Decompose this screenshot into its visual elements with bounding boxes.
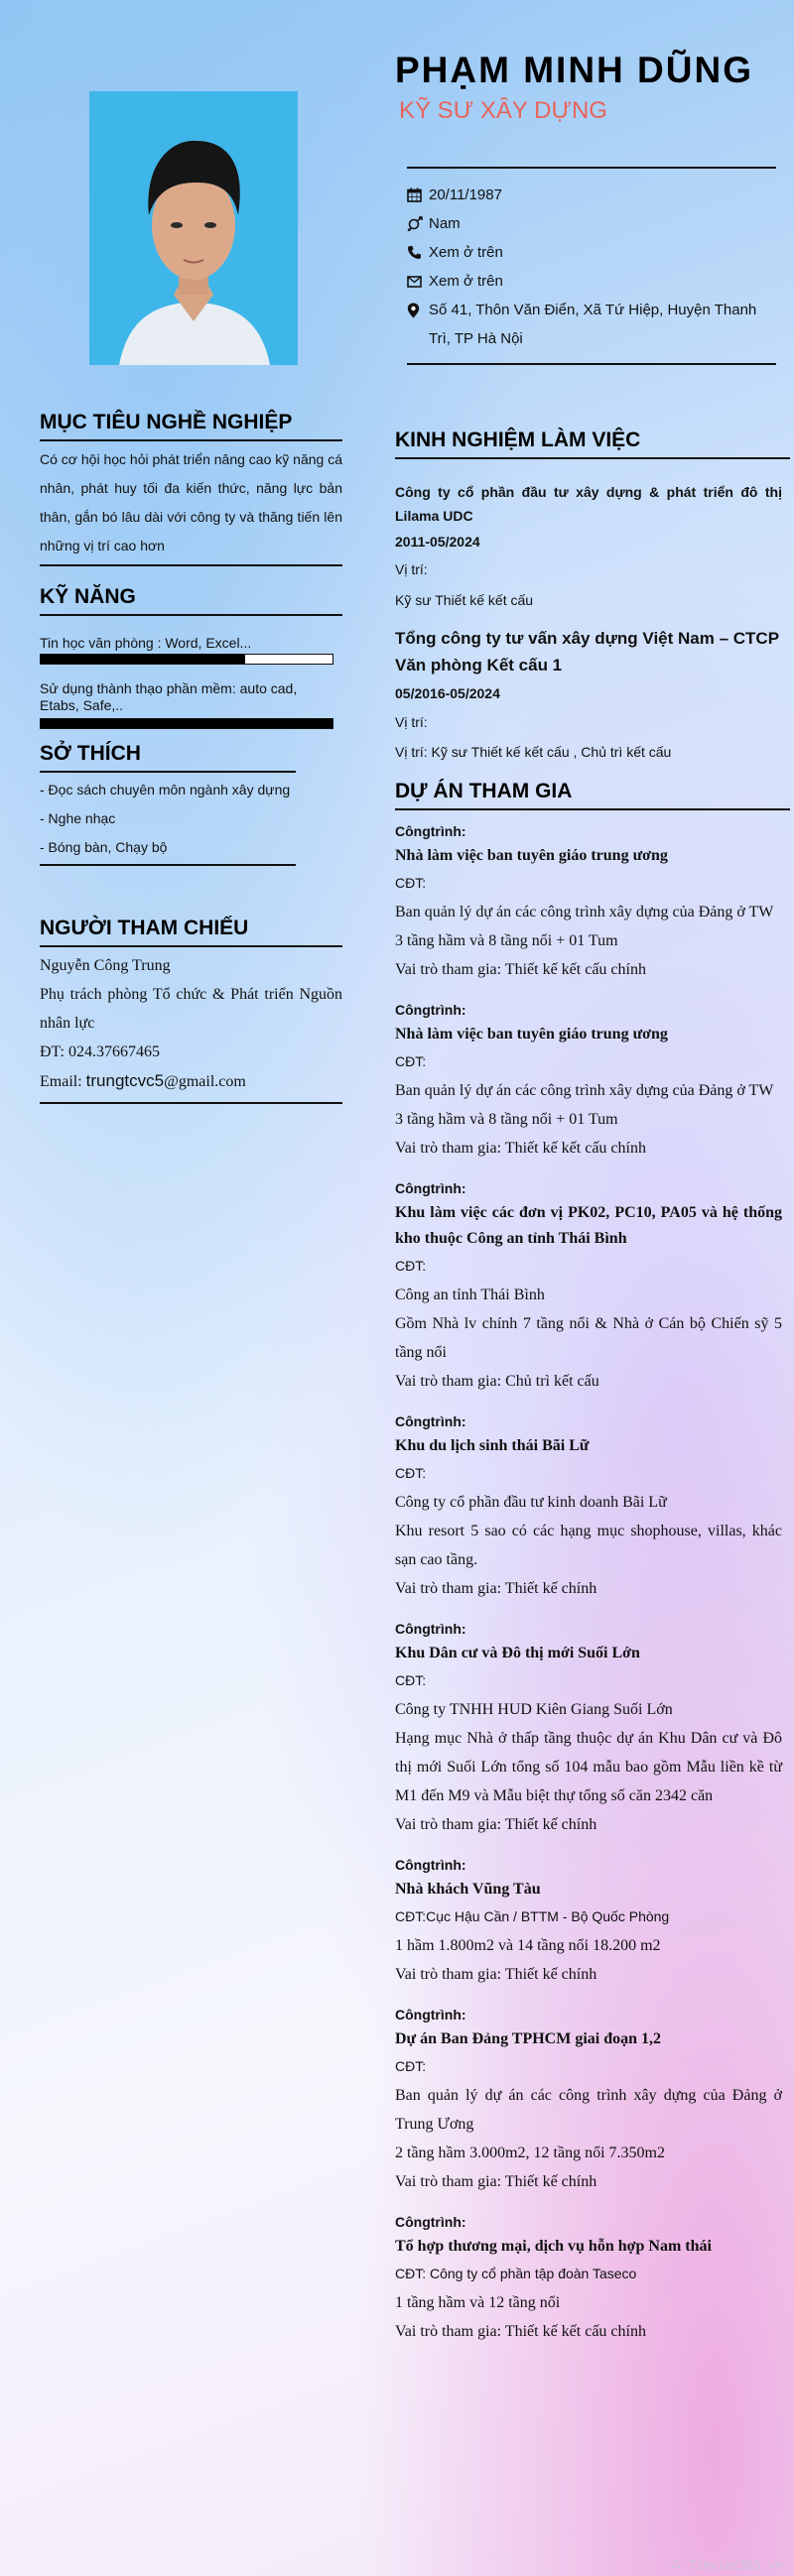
reference-position: Phụ trách phòng Tổ chức & Phát triển Nguồn nhân lực [40,986,342,1032]
project-label: Côngtrình: [395,1413,466,1429]
project-label: Côngtrình: [395,823,466,839]
project-name: Dự án Ban Đảng TPHCM giai đoạn 1,2 [395,2030,662,2047]
experience-section [395,429,790,459]
project-item [395,1176,782,1396]
profile-photo [89,91,298,365]
project-item [395,1410,782,1603]
experience-role-label: Vị trí: [395,561,428,577]
calendar-icon [407,181,429,209]
project-detail: Vai trò tham gia: Thiết kế chính [395,1816,597,1833]
skill-name: Tin học văn phòng : Word, Excel... [40,635,252,651]
project-detail: 1 tầng hầm và 12 tầng nổi [395,2294,561,2311]
project-label: Côngtrình: [395,1180,466,1196]
project-item [395,1617,782,1839]
project-detail: CĐT: [395,1053,427,1069]
phone-icon [407,238,429,267]
project-detail: CĐT: [395,1672,427,1688]
skill-name: Sử dụng thành thạo phần mềm: auto cad, Etabs, Safe,.. [40,680,298,713]
watermark: ⁂ Timviec365.vn [669,2558,782,2572]
project-item [395,998,782,1163]
experience-company: Tổng công ty tư vấn xây dựng Việt Nam – CTCP Văn phòng Kết cấu 1 [395,629,779,675]
project-label: Côngtrình: [395,2007,466,2023]
reference-name: Nguyễn Công Trung [40,957,171,974]
project-name: Nhà làm việc ban tuyên giáo trung ương [395,847,668,864]
email-row [407,267,776,296]
project-label: Côngtrình: [395,1621,466,1637]
project-name: Nhà khách Vũng Tàu [395,1881,541,1898]
project-name: Nhà làm việc ban tuyên giáo trung ương [395,1026,668,1043]
project-name: Khu Dân cư và Đô thị mới Suối Lớn [395,1645,640,1661]
hobbies-title: SỞ THÍCH [40,742,296,773]
phone-row [407,238,776,267]
project-name: Khu du lịch sinh thái Bãi Lữ [395,1437,590,1454]
reference-title: NGƯỜI THAM CHIẾU [40,917,342,947]
project-detail: Công an tỉnh Thái Bình [395,1287,545,1303]
project-detail: Vai trò tham gia: Thiết kế chính [395,1966,597,1983]
watermark-logo-icon: ⁂ [669,2558,690,2572]
skill-level-fill [41,719,332,728]
project-label: Côngtrình: [395,2214,466,2230]
reference-phone: ĐT: 024.37667465 [40,1043,160,1060]
projects-list [395,819,782,2360]
project-detail: Khu resort 5 sao có các hạng mục shophouse, villas, khác sạn cao tầng. [395,1523,782,1568]
project-detail: CĐT: [395,2058,427,2074]
project-detail: Vai trò tham gia: Thiết kế kết cấu chính [395,961,646,978]
hobbies-list [40,776,296,866]
project-detail: CĐT: [395,875,427,891]
experience-title: KINH NGHIỆM LÀM VIỆC [395,429,790,459]
reference-section [40,917,342,1104]
job-title: KỸ SƯ XÂY DỰNG [399,97,607,124]
hobby-item: - Đọc sách chuyên môn ngành xây dựng [40,782,291,797]
project-detail: 3 tầng hầm và 8 tầng nổi + 01 Tum [395,932,618,949]
reference-email: Email: trungtcvc5@gmail.com [40,1071,246,1090]
project-label: Côngtrình: [395,1857,466,1873]
project-detail: Hạng mục Nhà ở thấp tầng thuộc dự án Khu Dân cư và Đô thị mới Suối Lớn tổng số 104 mẫu bao gồm Mẫu liền kề từ M1 đến M9 và Mẫu biệt thự tổng số căn 2342 căn [395,1730,782,1804]
project-detail: Ban quản lý dự án các công trình xây dựng của Đảng ở TW [395,904,774,920]
skills-title: KỸ NĂNG [40,585,342,616]
project-detail: Công ty TNHH HUD Kiên Giang Suối Lớn [395,1701,673,1718]
email-value: Xem ở trên [429,273,503,290]
gender-value: Nam [429,215,461,232]
gender-row [407,209,776,238]
experience-list [395,480,782,768]
experience-item [395,480,782,617]
project-item [395,1853,782,1989]
candidate-name: PHẠM MINH DŨNG [395,50,753,90]
address-row [407,296,776,353]
project-detail: Vai trò tham gia: Chủ trì kết cấu [395,1373,599,1390]
project-label: Côngtrình: [395,1002,466,1018]
project-detail: Ban quản lý dự án các công trình xây dựng của Đảng ở Trung Ương [395,2087,782,2133]
gender-icon [407,209,429,238]
project-detail: Vai trò tham gia: Thiết kế kết cấu chính [395,1140,646,1157]
reference-details [40,951,342,1104]
project-detail: Công ty cổ phần đầu tư kinh doanh Bãi Lữ [395,1494,667,1511]
skills-section [40,585,342,616]
project-item [395,819,782,984]
projects-title: DỰ ÁN THAM GIA [395,780,790,810]
experience-role: Vị trí: Kỹ sư Thiết kế kết cấu , Chủ trì kết cấu [395,744,672,760]
project-item [395,2210,782,2346]
project-detail: Vai trò tham gia: Thiết kế kết cấu chính [395,2323,646,2340]
project-detail: CĐT: [395,1258,427,1274]
hobbies-section [40,742,296,773]
birthday-row [407,181,776,209]
project-detail: 2 tầng hầm 3.000m2, 12 tầng nổi 7.350m2 [395,2145,665,2161]
envelope-icon [407,267,429,296]
experience-role: Kỹ sư Thiết kế kết cấu [395,592,534,608]
skill-level-bar [40,654,333,665]
objective-text: Có cơ hội học hỏi phát triển nâng cao kỹ năng cá nhân, phát huy tối đa kiến thức, năng lực bản thân, gắn bó lâu dài với công ty và thăng tiến lên những vị trí cao hơn [40,445,342,566]
experience-period: 05/2016-05/2024 [395,685,500,701]
projects-section [395,780,790,810]
project-detail: 3 tầng hầm và 8 tầng nổi + 01 Tum [395,1111,618,1128]
project-name: Tổ hợp thương mại, dịch vụ hỗn hợp Nam thái [395,2238,712,2255]
project-detail: CĐT: [395,1465,427,1481]
project-detail: 1 hầm 1.800m2 và 14 tầng nổi 18.200 m2 [395,1937,661,1954]
objective-section [40,411,342,566]
project-detail: Vai trò tham gia: Thiết kế chính [395,1580,597,1597]
hobby-item: - Bóng bàn, Chạy bộ [40,839,168,855]
contact-info [407,167,776,365]
hobby-item: - Nghe nhạc [40,810,116,826]
phone-value: Xem ở trên [429,244,503,261]
project-detail: CĐT: Công ty cổ phần tập đoàn Taseco [395,2266,637,2281]
skill-level-fill [41,655,245,664]
experience-period: 2011-05/2024 [395,534,480,550]
map-marker-icon [407,296,429,324]
project-detail: Gồm Nhà lv chính 7 tầng nổi & Nhà ở Cán bộ Chiến sỹ 5 tầng nổi [395,1315,782,1361]
project-item [395,2003,782,2196]
address-value: Số 41, Thôn Văn Điển, Xã Tứ Hiệp, Huyện Thanh Trì, TP Hà Nội [429,302,757,347]
experience-role-label: Vị trí: [395,714,428,730]
project-name: Khu làm việc các đơn vị PK02, PC10, PA05 và hệ thống kho thuộc Công an tỉnh Thái Bình [395,1204,782,1247]
project-detail: Vai trò tham gia: Thiết kế chính [395,2173,597,2190]
project-detail: CĐT:Cục Hậu Cần / BTTM - Bộ Quốc Phòng [395,1908,670,1924]
experience-item [395,625,782,768]
experience-company: Công ty cổ phần đầu tư xây dựng & phát triển đô thị Lilama UDC [395,484,782,524]
birthday-value: 20/11/1987 [429,186,502,203]
objective-title: MỤC TIÊU NGHỀ NGHIỆP [40,411,342,441]
skill-level-bar [40,718,333,729]
project-detail: Ban quản lý dự án các công trình xây dựng của Đảng ở TW [395,1082,774,1099]
